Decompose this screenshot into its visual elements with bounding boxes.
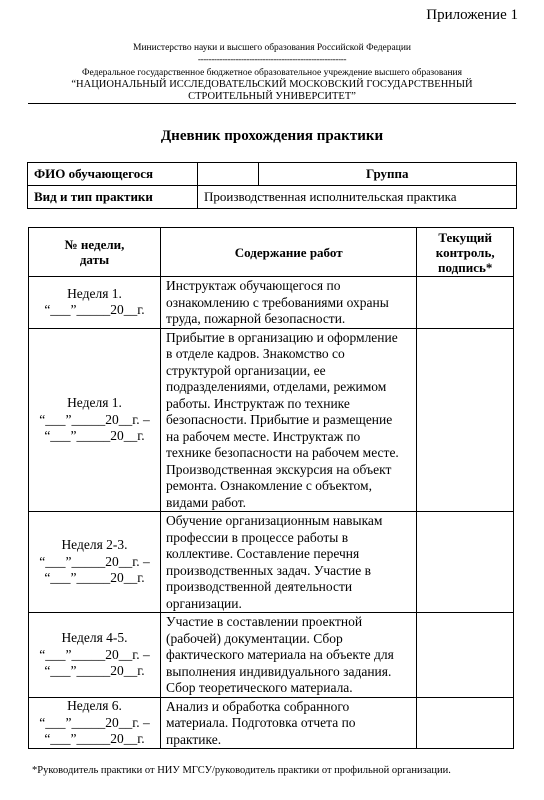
week-cell <box>29 697 161 749</box>
content-line: фактического материала на объекте для <box>166 647 394 662</box>
week-line: “___”_____20__г. – <box>39 714 150 730</box>
separator-dashes: ------------------------------------------------------- <box>197 54 347 64</box>
content-line: технике безопасности на рабочем месте. <box>166 445 399 460</box>
content-line: подразделениями, отделами, режимом <box>166 379 387 394</box>
week-line: Неделя 2-3. <box>61 537 128 553</box>
content-line: безопасности. Прибытие и размещение <box>166 412 393 427</box>
week-header-line: даты <box>79 252 110 267</box>
content-line: Участие в составлении проектной <box>166 614 363 629</box>
content-line: работы. Инструктаж по технике <box>166 395 350 411</box>
control-signature-cell[interactable] <box>417 512 514 613</box>
practice-type-label: Вид и тип практики <box>28 186 198 209</box>
content-line: труда, пожарной безопасности. <box>166 311 346 326</box>
student-info-table <box>27 162 517 209</box>
week-line: “___”_____20__г. – <box>39 646 150 662</box>
group-label: Группа <box>258 163 516 186</box>
content-line: Инструктаж обучающегося по <box>166 278 341 293</box>
header-divider <box>28 103 516 104</box>
control-column-header <box>417 228 514 277</box>
info-row-fio <box>28 163 517 186</box>
content-line: ознакомлению с требованиями охраны <box>166 294 389 310</box>
week-line: “___”_____20__г. <box>44 731 145 746</box>
control-header-line: Текущий <box>438 229 493 245</box>
content-line: материала. Подготовка отчета по <box>166 715 356 730</box>
content-line: выполнения индивидуального задания. <box>166 663 392 679</box>
content-line: профессии в процессе работы в <box>166 529 349 545</box>
control-signature-cell[interactable] <box>417 697 514 749</box>
institution-type: Федеральное государственное бюджетное образовательное учреждение высшего образования <box>82 68 462 78</box>
diary-row <box>29 613 514 698</box>
control-signature-cell[interactable] <box>417 328 514 512</box>
week-header-line: № недели, <box>64 237 125 252</box>
ministry-name: Министерство науки и высшего образования Российской Федерации <box>133 43 411 53</box>
content-line: практике. <box>166 731 222 747</box>
content-line: производственной деятельности <box>166 579 353 594</box>
document-title: Дневник прохождения практики <box>160 128 384 144</box>
content-cell <box>161 328 417 512</box>
week-line: “___”_____20__г. <box>44 570 145 586</box>
appendix-label: Приложение 1 <box>426 7 518 23</box>
content-cell <box>161 613 417 698</box>
content-line: ремонта. Ознакомление с объектом, <box>166 478 372 493</box>
control-header-line: контроль, <box>435 244 495 260</box>
content-line: на рабочем месте. Инструктаж по <box>166 428 361 444</box>
diary-row <box>29 697 514 749</box>
university-name: “НАЦИОНАЛЬНЫЙ ИССЛЕДОВАТЕЛЬСКИЙ МОСКОВСКИЙ ГОСУДАРСТВЕННЫЙ СТРОИТЕЛЬНЫЙ УНИВЕРСИТЕТ” <box>71 79 473 102</box>
content-line: коллективе. Составление перечня <box>166 546 360 561</box>
content-line: Обучение организационным навыкам <box>166 513 383 528</box>
week-line: Неделя 1. <box>67 285 122 301</box>
week-cell <box>29 512 161 613</box>
diary-table <box>28 227 514 749</box>
week-line: Неделя 6. <box>67 698 122 713</box>
fio-value[interactable] <box>198 163 259 186</box>
diary-row <box>29 328 514 512</box>
week-line: “___”_____20__г. <box>44 302 145 318</box>
info-row-practice <box>28 186 517 209</box>
fio-label: ФИО обучающегося <box>28 163 198 186</box>
content-line: Анализ и обработка собранного <box>166 698 350 714</box>
week-cell <box>29 328 161 512</box>
content-line: (рабочей) документации. Сбор <box>166 630 343 646</box>
content-cell <box>161 512 417 613</box>
week-line: Неделя 1. <box>67 395 122 410</box>
diary-row <box>29 277 514 329</box>
week-line: Неделя 4-5. <box>61 630 128 645</box>
content-line: в отделе кадров. Знакомство со <box>166 346 345 361</box>
control-signature-cell[interactable] <box>417 613 514 698</box>
content-line: Прибытие в организацию и оформление <box>166 329 398 345</box>
content-column-header: Содержание работ <box>161 228 417 277</box>
content-line: Производственная экскурсия на объект <box>166 461 392 477</box>
week-line: “___”_____20__г. <box>44 428 145 443</box>
footnote: *Руководитель практики от НИУ МГСУ/руководитель практики от профильной организации. <box>32 765 451 776</box>
content-line: Сбор теоретического материала. <box>166 680 353 695</box>
diary-header-row <box>29 228 514 277</box>
content-line: видами работ. <box>166 494 247 510</box>
week-line: “___”_____20__г. <box>44 663 145 678</box>
practice-type-value: Производственная исполнительская практика <box>198 186 517 209</box>
week-column-header <box>29 228 161 277</box>
content-line: структурой организации, ее <box>166 362 326 378</box>
week-cell <box>29 613 161 698</box>
diary-row <box>29 512 514 613</box>
week-cell <box>29 277 161 329</box>
content-cell <box>161 277 417 329</box>
week-line: “___”_____20__г. – <box>39 553 150 569</box>
week-line: “___”_____20__г. – <box>39 411 150 427</box>
control-signature-cell[interactable] <box>417 277 514 329</box>
content-line: производственных задач. Участие в <box>166 562 372 578</box>
control-header-line: подпись* <box>438 259 493 275</box>
content-cell <box>161 697 417 749</box>
content-line: организации. <box>166 595 242 611</box>
